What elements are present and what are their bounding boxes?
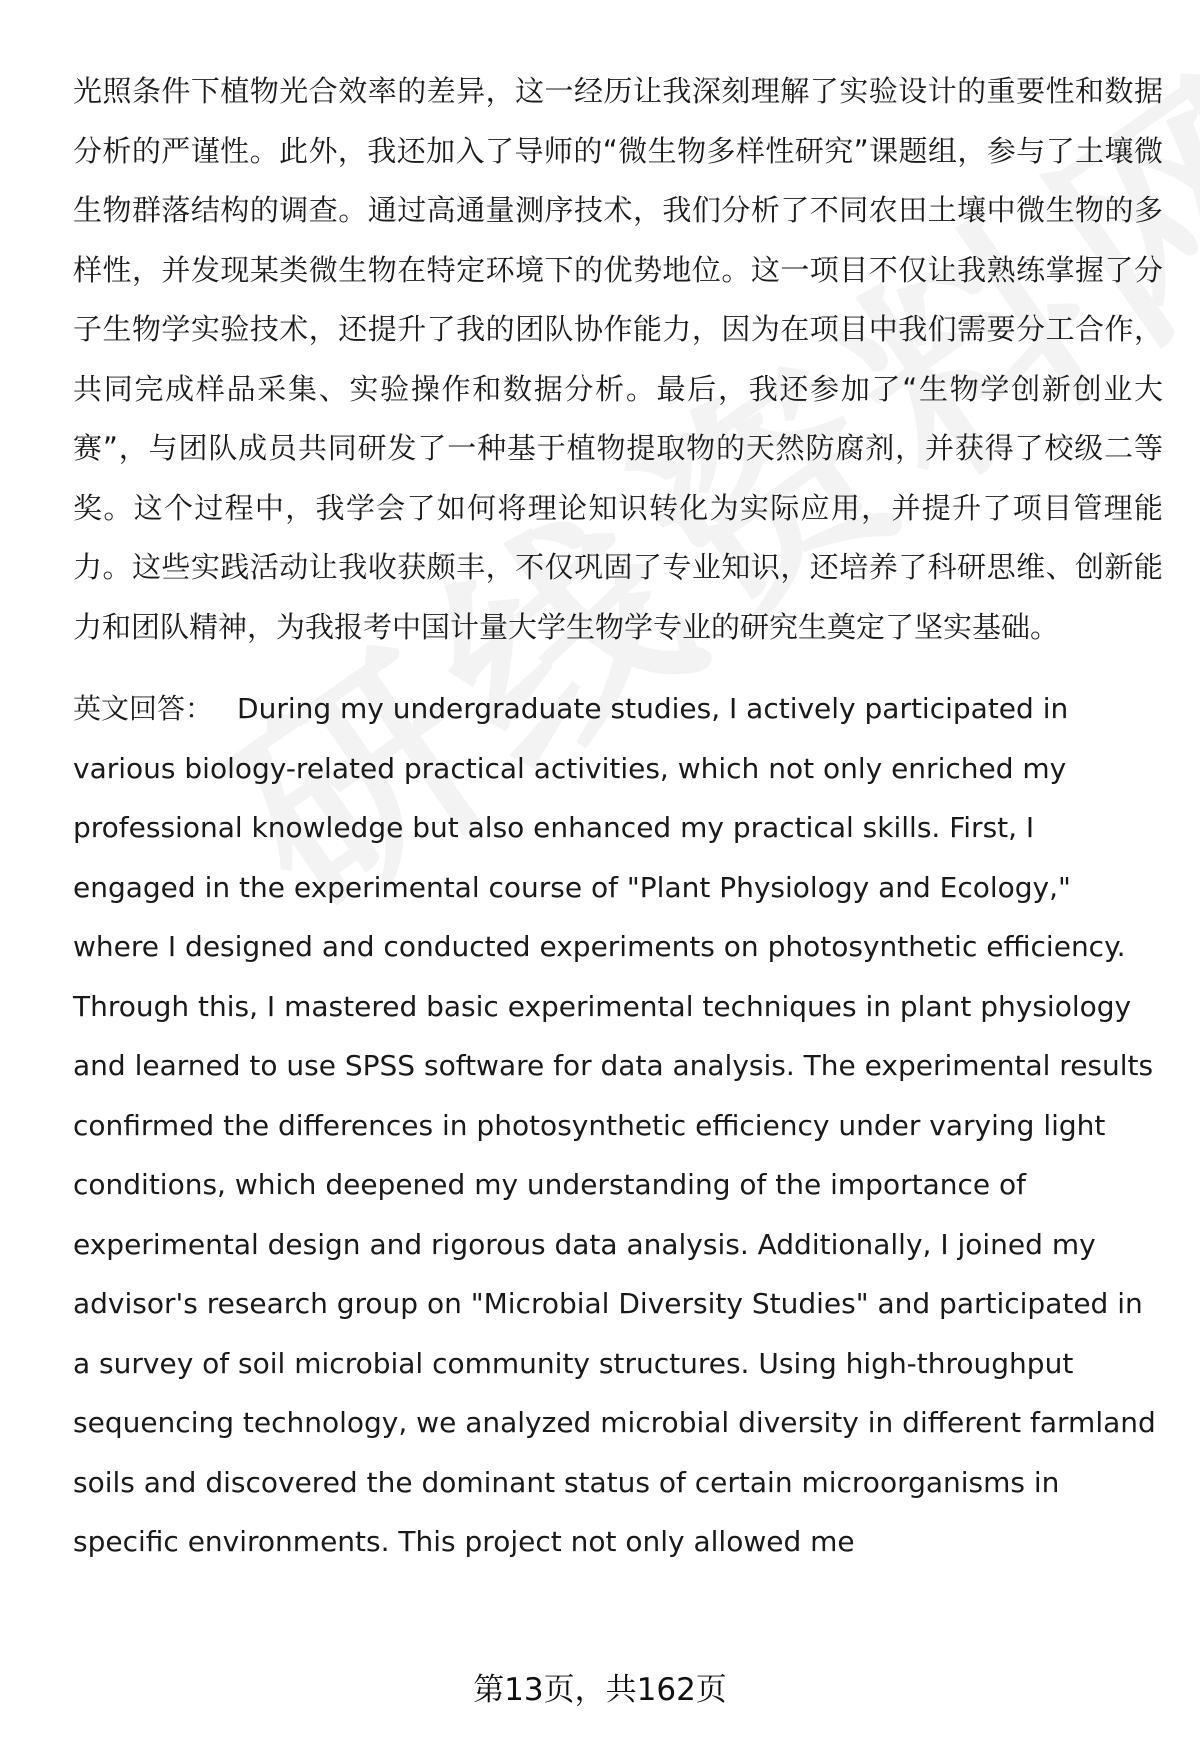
- page-number: 第13页，共162页: [473, 1672, 727, 1708]
- body-content: [73, 62, 1163, 1572]
- english-answer-text: During my undergraduate studies, I actively participated in various biology-related practical activities, which not only enriched my professional knowledge but also enhanced my practical skills. First, I engaged in the experimental course of "Plant Physiology and Ecology," where I designed and conducted experiments on photosynthetic efficiency. Through this, I mastered basic experimental techniques in plant physiology and learned to use SPSS software for data analysis. The experimental results confirmed the differences in photosynthetic efficiency under varying light conditions, which deepened my understanding of the importance of experimental design and rigorous data analysis. Additionally, I joined my advisor's research group on "Microbial Diversity Studies" and participated in a survey of soil microbial community structures. Using high-throughput sequencing technology, we analyzed microbial diversity in different farmland soils and discovered the dominant status of certain microorganisms in specific environments. This project not only allowed me: [73, 692, 1156, 1558]
- english-answer-paragraph: [73, 679, 1163, 1572]
- chinese-paragraph: 光照条件下植物光合效率的差异，这一经历让我深刻理解了实验设计的重要性和数据分析的严谨性。此外，我还加入了导师的“微生物多样性研究”课题组，参与了土壤微生物群落结构的调查。通过高通量测序技术，我们分析了不同农田土壤中微生物的多样性，并发现某类微生物在特定环境下的优势地位。这一项目不仅让我熟练掌握了分子生物学实验技术，还提升了我的团队协作能力，因为在项目中我们需要分工合作，共同完成样品采集、实验操作和数据分析。最后，我还参加了“生物学创新创业大赛”，与团队成员共同研发了一种基于植物提取物的天然防腐剂，并获得了校级二等奖。这个过程中，我学会了如何将理论知识转化为实际应用，并提升了项目管理能力。这些实践活动让我收获颇丰，不仅巩固了专业知识，还培养了科研思维、创新能力和团队精神，为我报考中国计量大学生物学专业的研究生奠定了坚实基础。: [73, 74, 1163, 644]
- english-answer-label: 英文回答：: [73, 692, 214, 725]
